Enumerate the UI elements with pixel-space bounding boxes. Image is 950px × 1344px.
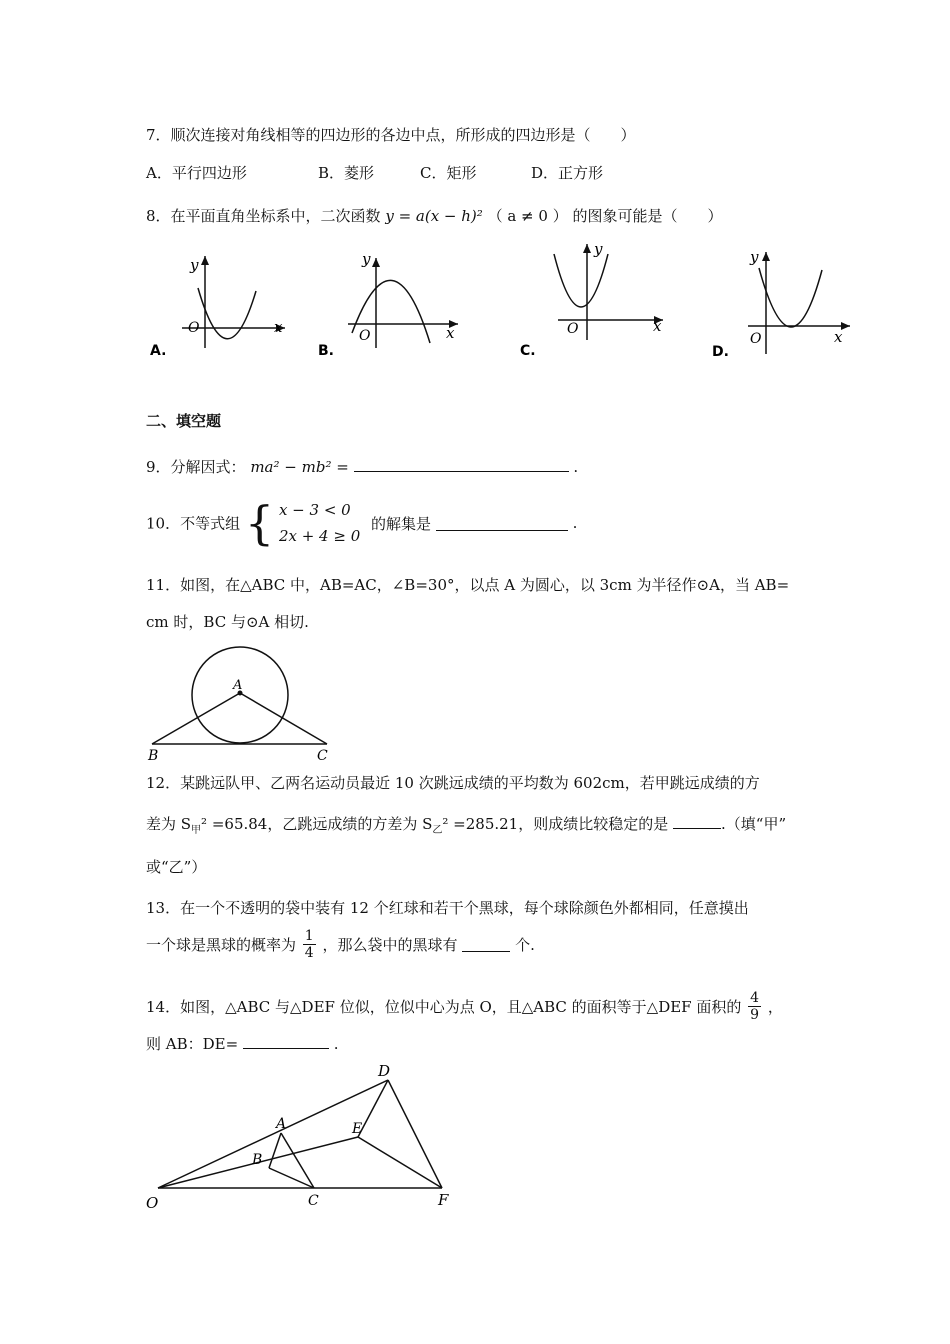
- q7-option-d: D．正方形: [531, 164, 604, 182]
- graph-d-origin-label: O: [750, 331, 762, 347]
- q14-text-c: 则 AB：DE=: [146, 1035, 239, 1053]
- q14-label-b: B: [252, 1152, 263, 1168]
- graph-a-y-label: y: [190, 256, 199, 274]
- q9-end: .: [573, 458, 579, 476]
- q14-label-c: C: [308, 1193, 319, 1209]
- q14-line2: [146, 1033, 339, 1054]
- graph-c-origin-label: O: [567, 321, 579, 337]
- q10-brace: {: [244, 496, 275, 550]
- q14-fraction-numerator: 4: [750, 990, 760, 1006]
- graph-b-origin-label: O: [359, 328, 371, 344]
- q11-label-b: B: [148, 748, 159, 763]
- q14-text-a: 14．如图，△ABC 与△DEF 位似，位似中心为点 O，且△ABC 的面积等于△DEF 面积的: [146, 998, 742, 1016]
- q9-answer-blank[interactable]: [354, 457, 569, 472]
- graph-c-y-label: y: [594, 240, 603, 258]
- q8-suffix: 的图象可能是（ ）: [572, 207, 723, 225]
- q13-fraction-denominator: 4: [304, 945, 314, 961]
- q12-text-d: .（填“甲”: [721, 815, 787, 833]
- q12-sub-yi: 乙: [432, 825, 443, 836]
- q10-answer-blank[interactable]: [436, 516, 568, 531]
- q14-label-a: A: [276, 1116, 287, 1132]
- graph-c-x-label: x: [653, 317, 662, 335]
- q9-prefix: 9．分解因式：: [146, 458, 246, 476]
- q10: [146, 497, 577, 549]
- q14-label-f: F: [438, 1191, 449, 1209]
- q14-text-b: ，: [767, 998, 783, 1016]
- q14-label-d: D: [378, 1062, 391, 1080]
- q8-graph-b: [318, 248, 468, 363]
- q12-text-a: 差为 S: [146, 815, 192, 833]
- q11-figure: [140, 645, 340, 763]
- q12-text-b: ² =65.84，乙跳远成绩的方差为 S: [201, 815, 433, 833]
- q14-end: .: [333, 1035, 339, 1053]
- q14-fraction: [748, 990, 761, 1023]
- q13-answer-blank[interactable]: [462, 937, 510, 952]
- q9: [146, 456, 578, 477]
- q10-prefix: 10．不等式组: [146, 514, 241, 533]
- graph-d-label: D.: [712, 344, 729, 359]
- q12-line1: 12．某跳远队甲、乙两名运动员最近 10 次跳远成绩的平均数为 602cm，若甲跳远成绩的方: [146, 774, 760, 792]
- q7-option-a: A．平行四边形: [146, 164, 247, 182]
- q8-graph-d: [710, 244, 860, 359]
- graph-c-label: C.: [520, 343, 536, 359]
- q9-formula: ma² − mb² =: [250, 458, 349, 476]
- q14-line1: [146, 990, 783, 1023]
- q7-option-c: C．矩形: [420, 164, 477, 182]
- q8-graph-a: [150, 248, 290, 363]
- q8-stem: [146, 205, 723, 226]
- graph-d-y-label: y: [750, 248, 759, 266]
- q10-inequality-2: 2x + 4 ≥ 0: [278, 527, 361, 545]
- q13-text-a: 一个球是黑球的概率为: [146, 936, 297, 954]
- q12-answer-blank[interactable]: [673, 814, 721, 829]
- q12-line3: 或“乙”）: [146, 858, 207, 876]
- q13-fraction-numerator: 1: [304, 928, 314, 944]
- q12-text-c: ² =285.21，则成绩比较稳定的是: [442, 815, 669, 833]
- q13-line2: [146, 928, 535, 961]
- q11-line1: 11．如图，在△ABC 中，AB=AC，∠B=30°，以点 A 为圆心，以 3cm 为半径作⊙A，当 AB=: [146, 576, 790, 594]
- graph-b-label: B.: [318, 343, 334, 359]
- q14-fraction-denominator: 9: [750, 1007, 760, 1023]
- q8-prefix: 8．在平面直角坐标系中，二次函数: [146, 207, 381, 225]
- graph-a-x-label: x: [274, 318, 283, 336]
- q10-end: .: [572, 514, 578, 532]
- q14-answer-blank[interactable]: [243, 1034, 329, 1049]
- q13-text-b: ，那么袋中的黑球有: [322, 936, 458, 954]
- q11-line2: cm 时，BC 与⊙A 相切.: [146, 613, 309, 631]
- graph-a-label: A.: [150, 343, 167, 359]
- q10-inequality-1: x − 3 < 0: [278, 501, 351, 519]
- q8-formula: y = a(x − h)²: [385, 207, 483, 225]
- q8-condition: （ a ≠ 0 ）: [487, 207, 568, 225]
- q11-label-a: A: [233, 678, 243, 693]
- q14-label-e: E: [352, 1121, 363, 1137]
- q14-label-o: O: [146, 1194, 159, 1212]
- graph-d-x-label: x: [834, 328, 843, 346]
- q13-fraction: [303, 928, 316, 961]
- section-heading: 二、填空题: [146, 412, 222, 430]
- graph-b-x-label: x: [446, 324, 455, 342]
- q13-line1: 13．在一个不透明的袋中装有 12 个红球和若干个黑球，每个球除颜色外都相同，任意摸出: [146, 899, 749, 917]
- q10-suffix: 的解集是: [371, 514, 432, 533]
- q14-figure: [140, 1058, 460, 1213]
- q12-sub-jia: 甲: [191, 825, 202, 836]
- q10-system: [279, 497, 360, 549]
- q13-text-c: 个.: [515, 936, 535, 954]
- q11-label-c: C: [317, 748, 328, 763]
- q8-graph-c: [518, 240, 668, 360]
- q7-stem: 7．顺次连接对角线相等的四边形的各边中点，所形成的四边形是（ ）: [146, 126, 636, 144]
- q12-line2: [146, 813, 786, 836]
- graph-b-y-label: y: [362, 250, 371, 268]
- graph-a-origin-label: O: [188, 320, 200, 336]
- q7-option-b: B．菱形: [318, 164, 375, 182]
